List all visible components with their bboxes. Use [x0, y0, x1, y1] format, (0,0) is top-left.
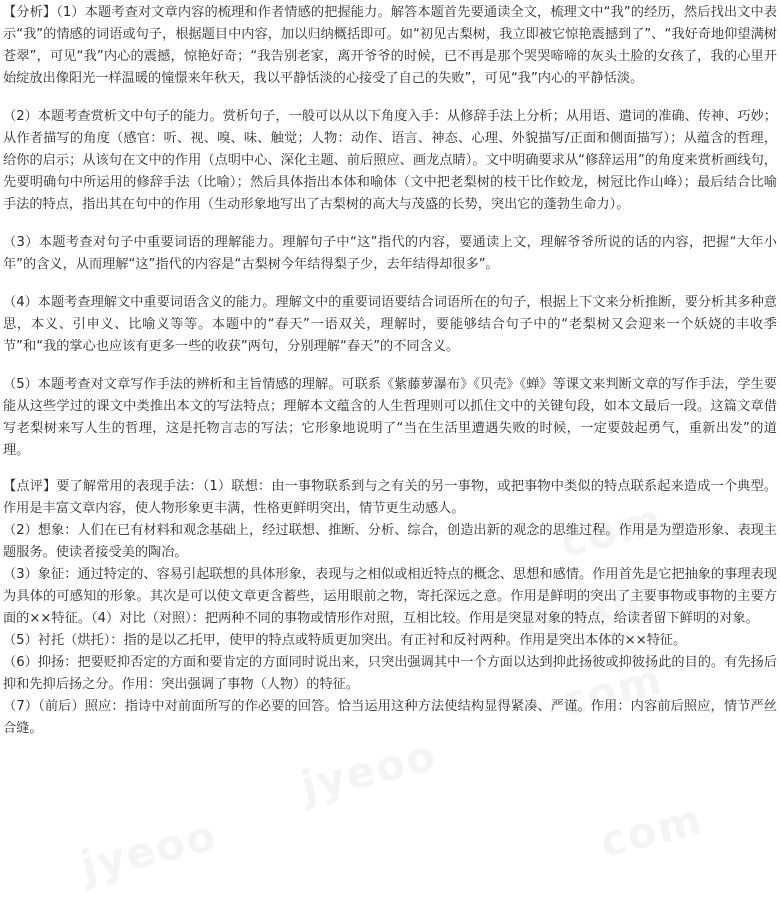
- comment-paragraph-6: （7）（前后）照应：指诗中对前面所写的作必要的回答。恰当运用这种方法使结构显得紧凑、严谨。作用：内容前后照应，情节严丝合缝。: [3, 699, 777, 736]
- comment-paragraph-2: （2）想象：人们在已有材料和观念基础上，经过联想、推断、分析、综合，创造出新的观念的思维过程。作用是为塑造形象、表现主题服务。使读者接受美的陶冶。: [3, 523, 777, 560]
- comment-paragraph-5: （6）抑扬：把要贬抑否定的方面和要肯定的方面同时说出来，只突出强调其中一个方面以达到抑此扬彼或抑彼扬此的目的。有先扬后抑和先抑后扬之分。作用：突出强调了事物（人物）的特征。: [3, 655, 777, 692]
- analysis-paragraph-2: （2）本题考查赏析文中句子的能力。赏析句子，一般可以从以下角度入手：从修辞手法上分析；从用语、遣词的准确、传神、巧妙；从作者描写的角度（感官：听、视、嗅、味、触觉；人物：动作、语言、神态、心理、外貌描写/正面和侧面描写）；从蕴含的哲理，给你的启示；从该句在文中的作用（点明中心、深化主题、前后照应、画龙点睛）。文中明确要求从“修辞运用”的角度来赏析画线句，先要明确句中所运用的修辞手法（比喻）；然后具体指出本体和喻体（文中把老梨树的枝干比作蛟龙，树冠比作山峰）；最后结合比喻手法的特点，指出其在句中的作用（生动形象地写出了古梨树的高大与茂盛的长势，突出它的蓬勃生命力）。: [3, 109, 777, 212]
- analysis-paragraph-1: 【分析】（1）本题考查对文章内容的梳理和作者情感的把握能力。解答本题首先要通读全文，梳理文中“我”的经历，然后找出文中表示“我”的情感的词语或句子，根据题目中内容，加以归纳概括即可。如“初见古梨树，我立即被它惊艳震撼到了”、“我好奇地仰望满树苍翠”，可见“我”内心的震撼，惊艳好奇；“我告别老家，离开爷爷的时候，已不再是那个哭哭啼啼的灰头土脸的女孩了，我的心里开始绽放出像阳光一样温暖的憧憬来年秋天，我以平静恬淡的心接受了自己的失败”，可见“我”内心的平静恬淡。: [3, 5, 777, 86]
- analysis-paragraph-4: （4）本题考查理解文中重要词语含义的能力。理解文中的重要词语要结合词语所在的句子，根据上下文来分析推断，要分析其多种意思，本义、引申义、比喻义等等。本题中的“春天”一语双关，理解时，要能够结合句子中的“老梨树又会迎来一个妖娆的丰收季节”和“我的掌心也应该有更多一些的收获”两句，分别理解“春天”的不同含义。: [3, 295, 777, 354]
- analysis-paragraph-5: （5）本题考查对文章写作手法的辨析和主旨情感的理解。可联系《紫藤萝瀑布》《贝壳》《蝉》等课文来判断文章的写作手法，学生要能从这些学过的课文中类推出本文的写法特点；理解本文蕴含的人生哲理则可以抓住文中的关键句段，如本文最后一段。这篇文章借写老梨树来写人生的哲理，这是托物言志的写法；它形象地说明了“当在生活里遭遇失败的时候，一定要鼓起勇气，重新出发”的道理。: [3, 377, 777, 458]
- answer-analysis-document: [3, 2, 777, 740]
- comment-paragraph-3: （3）象征：通过特定的、容易引起联想的具体形象，表现与之相似或相近特点的概念、思想和感情。作用首先是它把抽象的事理表现为具体的可感知的形象。其次是可以使文章更含蓄些，运用眼前之物，寄托深远之意。作用是鲜明的突出了主要事物或事物的主要方面的××特征。（4）对比（对照）：把两种不同的事物或情形作对照，互相比较。作用是突显对象的特点，给读者留下鲜明的对象。: [3, 567, 777, 626]
- comment-paragraph-1: 【点评】要了解常用的表现手法：（1）联想：由一事物联系到与之有关的另一事物，或把事物中类似的特点联系起来造成一个典型。作用是丰富文章内容，使人物形象更丰满，性格更鲜明突出，情节更生动感人。: [3, 479, 777, 516]
- analysis-paragraph-3: （3）本题考查对句子中重要词语的理解能力。理解句子中“这”指代的内容，要通读上文，理解爷爷所说的话的内容，把握“大年小年”的含义，从而理解“这”指代的内容是“古梨树今年结得梨子少，去年结得却很多”。: [3, 235, 777, 272]
- comment-paragraph-4: （5）衬托（烘托）：指的是以乙托甲，使甲的特点或特质更加突出。有正衬和反衬两种。作用是突出本体的××特征。: [3, 633, 687, 648]
